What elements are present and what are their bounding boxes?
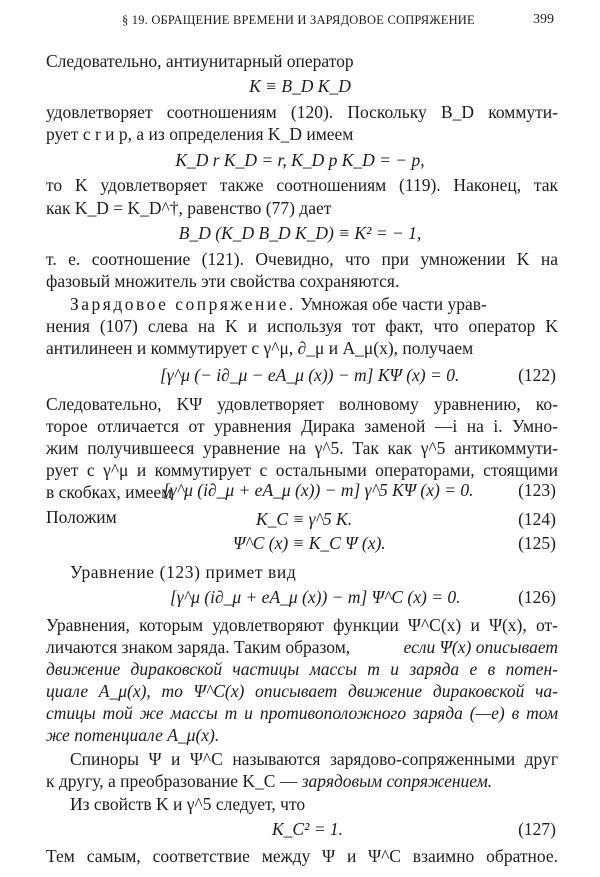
equation-k: K ≡ B_D K_D xyxy=(249,76,351,96)
text-line: как K_D = K_D^†, равенство (77) дает xyxy=(46,198,332,218)
italic-fragment: если Ψ(x) описывает xyxy=(403,637,558,657)
running-header xyxy=(0,10,600,32)
text-line: Положим xyxy=(46,507,117,527)
text-line: т. е. соотношение (121). Очевидно, что при умножении K на xyxy=(46,249,558,269)
equation-126: [γ^μ (i∂_μ + eA_μ (x)) − m] Ψ^C (x) = 0. xyxy=(170,587,461,607)
equation-number: (125) xyxy=(518,533,556,553)
equation-125: Ψ^C (x) ≡ K_C Ψ (x). xyxy=(233,533,386,553)
text-fragment: личаются знаком заряда. Таким образом, xyxy=(46,637,351,657)
equation-number: (126) xyxy=(518,587,556,607)
italic-line: циале A_μ(x), то Ψ^C(x) описывает движение дираковской ча- xyxy=(46,681,558,701)
text-line: Следовательно, KΨ удовлетворяет волновому уравнению, ко- xyxy=(46,394,558,414)
equation-124: K_C ≡ γ^5 K. xyxy=(256,509,353,529)
text-fragment: Умножая обе части урав- xyxy=(300,294,487,314)
equation-number: (122) xyxy=(518,365,556,385)
text-line: жим получившееся уравнение на γ^5. Так как γ^5 антикоммути- xyxy=(46,438,558,458)
text-line: удовлетворяет соотношениям (120). Поскольку B_D коммути- xyxy=(46,102,558,122)
text-line: Спиноры Ψ и Ψ^C называются зарядово-сопряженными друг xyxy=(70,749,558,769)
text-line: Следовательно, антиунитарный оператор xyxy=(46,51,354,71)
spaced-term: Зарядовое сопряжение. xyxy=(70,294,296,314)
text-line: Уравнение (123) примет вид xyxy=(70,562,297,582)
text-line: Из свойств K и γ^5 следует, что xyxy=(70,794,306,814)
italic-line: движение дираковской частицы массы m и заряда e в потен- xyxy=(46,659,558,679)
equation-number: (123) xyxy=(518,480,556,500)
italic-line: же потенциале A_μ(x). xyxy=(46,725,220,745)
text-line xyxy=(46,770,558,792)
equation-bd: B_D (K_D B_D K_D) ≡ K² = − 1, xyxy=(178,223,422,243)
text-line: в скобках, имеем xyxy=(46,482,173,502)
equation-number: (127) xyxy=(518,819,556,839)
text-line: Тем самым, соответствие между Ψ и Ψ^C взаимно обратное. xyxy=(46,846,558,866)
equation-kr: K_D r K_D = r, K_D p K_D = − p, xyxy=(175,150,425,170)
page-number: 399 xyxy=(533,12,554,27)
text-line xyxy=(46,636,558,658)
equation-number: (124) xyxy=(518,509,556,529)
text-line xyxy=(70,293,558,315)
text-line: рует с r и p, а из определения K_D имеем xyxy=(46,124,354,144)
italic-fragment: зарядовым сопряжением. xyxy=(301,771,493,791)
text-fragment: к другу, а преобразование K_C — xyxy=(46,771,298,791)
equation-123: [γ^μ (i∂_μ + eA_μ (x)) − m] γ^5 KΨ (x) = 0. xyxy=(163,480,474,500)
text-line: антилинеен и коммутирует с γ^μ, ∂_μ и A_μ(x), получаем xyxy=(46,338,474,358)
header-title: § 19. ОБРАЩЕНИЕ ВРЕМЕНИ И ЗАРЯДОВОЕ СОПРЯЖЕНИЕ xyxy=(122,13,475,27)
text-line: фазовый множитель эти свойства сохраняются. xyxy=(46,271,400,291)
italic-line: стицы той же массы m и противоположного заряда (—e) в том xyxy=(46,703,558,723)
text-line: рует с γ^μ и коммутирует с остальными операторами, стоящими xyxy=(46,460,558,480)
text-line: торое отличается от уравнения Дирака заменой —i на i. Умно- xyxy=(46,416,558,436)
equation-127: K_C² = 1. xyxy=(272,819,344,839)
text-line: то K удовлетворяет также соотношениям (119). Наконец, так xyxy=(46,175,558,195)
equation-122: [γ^μ (− i∂_μ − eA_μ (x)) − m] KΨ (x) = 0. xyxy=(160,365,460,385)
text-line: Уравнения, которым удовлетворяют функции Ψ^C(x) и Ψ(x), от- xyxy=(46,615,558,635)
text-line: нения (107) слева на K и используя тот факт, что оператор K xyxy=(46,316,558,336)
